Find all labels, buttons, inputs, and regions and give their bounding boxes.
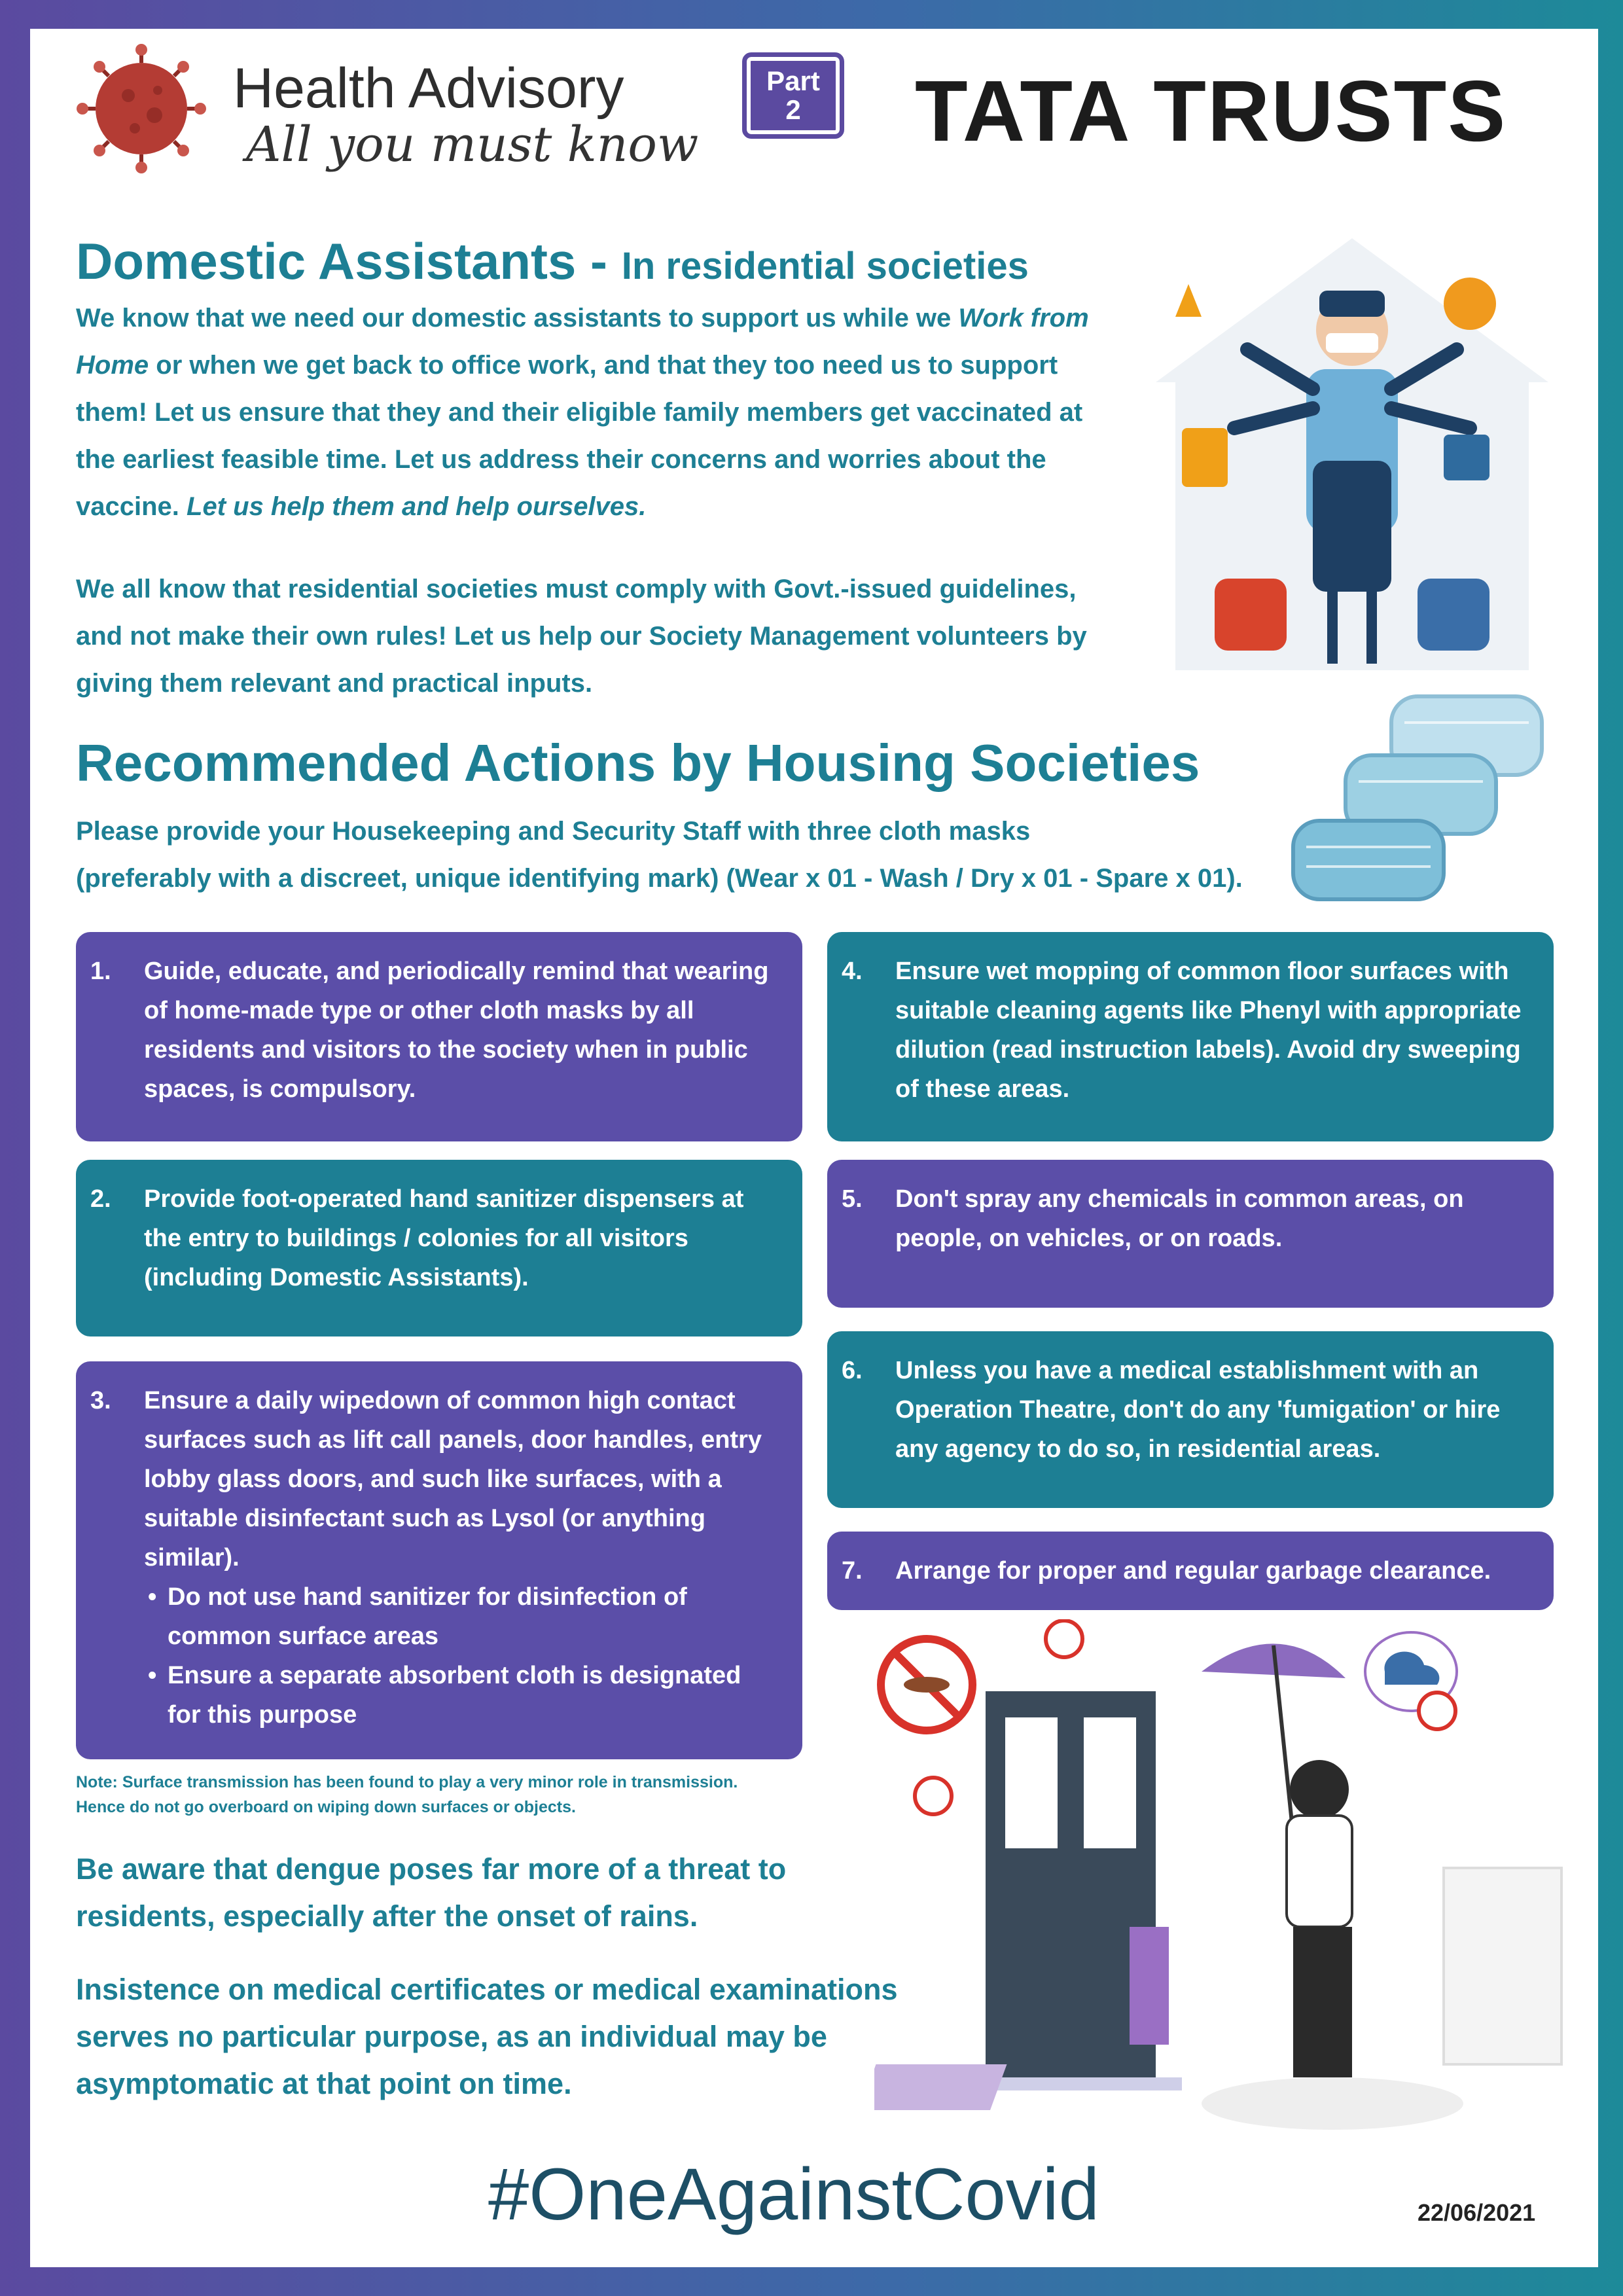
intro-text-a: We know that we need our domestic assistants to support us while we [76, 304, 959, 332]
intro-italic-help: Let us help them and help ourselves. [187, 492, 647, 521]
action-number: 6. [842, 1357, 863, 1384]
action-box-6 [827, 1331, 1554, 1508]
campaign-hashtag: #OneAgainstCovid [488, 2153, 1099, 2235]
note-line-1: Note: Surface transmission has been found to play a very minor role in transmission. [76, 1773, 738, 1791]
action-number: 2. [90, 1185, 111, 1213]
brand-logo-text: TATA TRUSTS [915, 63, 1507, 159]
advisory-title: Health Advisory [233, 57, 624, 120]
action-text: Guide, educate, and periodically remind that wearing of home-made type or other cloth masks by all residents and visitors to the society when in public spaces, is compulsory. [144, 958, 769, 1103]
part-badge [742, 52, 844, 139]
action-text: Provide foot-operated hand sanitizer dispensers at the entry to buildings / colonies for all visitors (including Domestic Assistants). [144, 1185, 744, 1291]
recommended-actions-heading: Recommended Actions by Housing Societies [76, 734, 1200, 792]
door-umbrella-illustration [874, 1619, 1581, 2143]
face-masks-illustration [1274, 683, 1561, 939]
action-text: Arrange for proper and regular garbage clearance. [895, 1557, 1491, 1585]
action-box-1 [76, 932, 802, 1141]
heading-main: Domestic Assistants - [76, 232, 608, 290]
action-text: Unless you have a medical establishment with an Operation Theatre, don't do any 'fumigation' or hire any agency to do so, in residential areas. [895, 1357, 1501, 1463]
action-box-3 [76, 1361, 802, 1759]
action-box-4 [827, 932, 1554, 1141]
intro-text-b: or when we get back to office work, and that they too need us to support them! Let us ensure that they and their eligible family members get vaccinated at the earliest feasible time. Let us address their concerns and worries about the vaccine. [76, 351, 1083, 521]
advisory-subtitle: All you must know [246, 117, 699, 173]
dengue-warning: Be aware that dengue poses far more of a threat to residents, especially after the onset of rains. [76, 1852, 787, 1933]
action-text: Ensure a daily wipedown of common high contact surfaces such as lift call panels, door handles, entry lobby glass doors, and such like surfaces, with a suitable disinfectant such as Lysol (or anything similar). [144, 1387, 762, 1571]
masks-instruction [76, 808, 1254, 902]
action-bullet: • Do not use hand sanitizer for disinfection of common surface areas [164, 1577, 779, 1656]
surface-transmission-note [76, 1770, 861, 1820]
publication-date: 22/06/2021 [1418, 2199, 1536, 2226]
note-line-2: Hence do not go overboard on wiping down surfaces or objects. [76, 1798, 576, 1816]
medical-certificate-note: Insistence on medical certificates or medical examinations serves no particular purpose, as an individual may be asymptomatic at that point on time. [76, 1973, 898, 2100]
masks-line-2: (preferably with a discreet, unique identifying mark) (Wear x 01 - Wash / Dry x 01 - Spare x 01). [76, 864, 1243, 893]
masks-line-1: Please provide your Housekeeping and Security Staff with three cloth masks [76, 817, 1031, 846]
part-number: 2 [785, 94, 801, 125]
heading-sub: In residential societies [621, 245, 1029, 287]
guidelines-paragraph: We all know that residential societies must comply with Govt.-issued guidelines, and not make their own rules! Let us help our Society Management volunteers by giving them relevant and practical inputs. [76, 575, 1087, 698]
action-text: Ensure wet mopping of common floor surfaces with suitable cleaning agents like Phenyl with appropriate dilution (read instruction labels). Avoid dry sweeping of these areas. [895, 958, 1522, 1103]
action-number: 3. [90, 1387, 111, 1414]
action-box-5 [827, 1160, 1554, 1308]
action-bullet: • Ensure a separate absorbent cloth is designated for this purpose [164, 1656, 779, 1734]
no-mosquito-icon [881, 1639, 972, 1731]
domestic-assistant-illustration [1136, 212, 1568, 683]
action-box-7 [827, 1532, 1554, 1610]
coronavirus-icon [76, 43, 207, 174]
advisory-page [30, 29, 1598, 2267]
action-box-2 [76, 1160, 802, 1336]
domestic-assistants-heading [76, 232, 1029, 291]
part-label: Part [766, 65, 820, 96]
action-number: 7. [842, 1557, 863, 1585]
action-bullets [144, 1577, 779, 1734]
intro-paragraph [76, 295, 1116, 530]
action-number: 1. [90, 958, 111, 985]
action-number: 5. [842, 1185, 863, 1213]
intro-italic-wfh: Work from Home [76, 304, 1089, 380]
action-text: Don't spray any chemicals in common areas, on people, on vehicles, or on roads. [895, 1185, 1464, 1252]
action-number: 4. [842, 958, 863, 985]
